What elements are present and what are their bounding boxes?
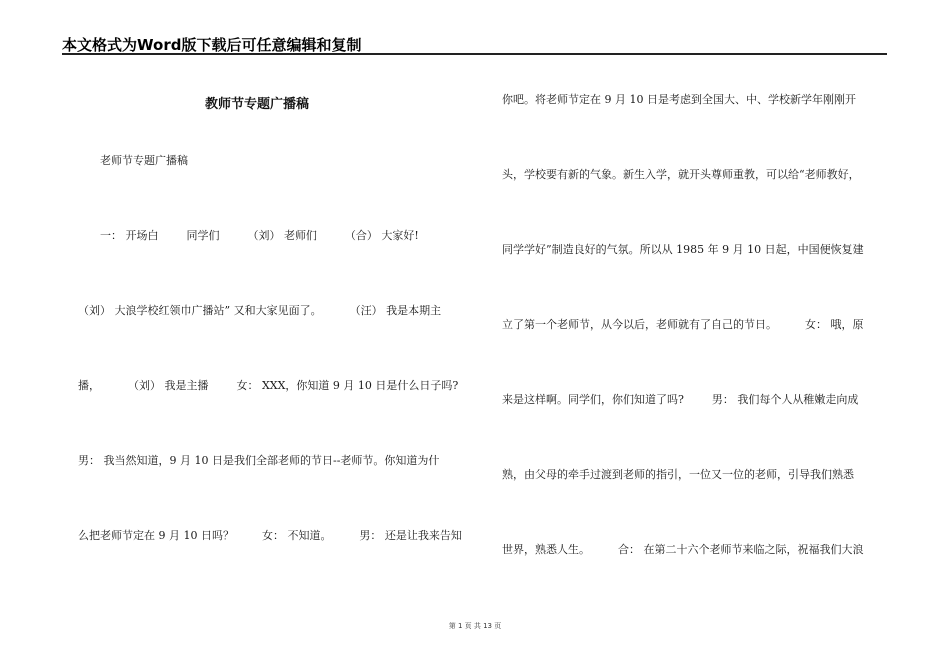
left-paragraph-line: 一： 开场白 同学们 （刘） 老师们 （合） 大家好! [100, 229, 419, 242]
right-paragraph-line: 同学学好”制造良好的气氛。所以从 1985 年 9 月 10 日起，中国便恢复建 [502, 243, 864, 256]
left-paragraph-line: （刘） 大浪学校红领巾广播站” 又和大家见面了。 （汪） 我是本期主 [78, 304, 442, 317]
right-paragraph-line: 熟，由父母的牵手过渡到老师的指引，一位又一位的老师，引导我们熟悉 [502, 468, 854, 481]
right-paragraph-line: 头，学校要有新的气象。新生入学，就开头尊师重教，可以给“老师教好， [502, 168, 860, 181]
right-paragraph-line: 来是这样啊。同学们，你们知道了吗? 男： 我们每个人从稚嫩走向成 [502, 393, 859, 406]
document-title: 教师节专题广播稿 [205, 97, 310, 112]
right-paragraph-line: 立了第一个老师节，从今以后，老师就有了自己的节日。 女： 哦，原 [502, 318, 864, 331]
left-paragraph-line: 么把老师节定在 9 月 10 日吗？ 女： 不知道。 男： 还是让我来告知 [78, 529, 462, 542]
left-paragraph-line: 播， （刘） 我是主播 女： XXX，你知道 9 月 10 日是什么日子吗? [78, 379, 459, 392]
page-number: 第 1 页 共 13 页 [448, 622, 502, 630]
header-divider [62, 53, 887, 55]
right-paragraph-line: 世界，熟悉人生。 合： 在第二十六个老师节来临之际，祝福我们大浪 [502, 543, 864, 556]
left-paragraph-line: 老师节专题广播稿 [100, 154, 188, 167]
right-paragraph-line: 你吧。将老师节定在 9 月 10 日是考虑到全国大、中、学校新学年刚刚开 [502, 93, 856, 106]
header-title: 本文格式为Word版下载后可任意编辑和复制 [62, 36, 362, 54]
left-paragraph-line: 男： 我当然知道，9 月 10 日是我们全部老师的节日--老师节。你知道为什 [78, 454, 440, 467]
